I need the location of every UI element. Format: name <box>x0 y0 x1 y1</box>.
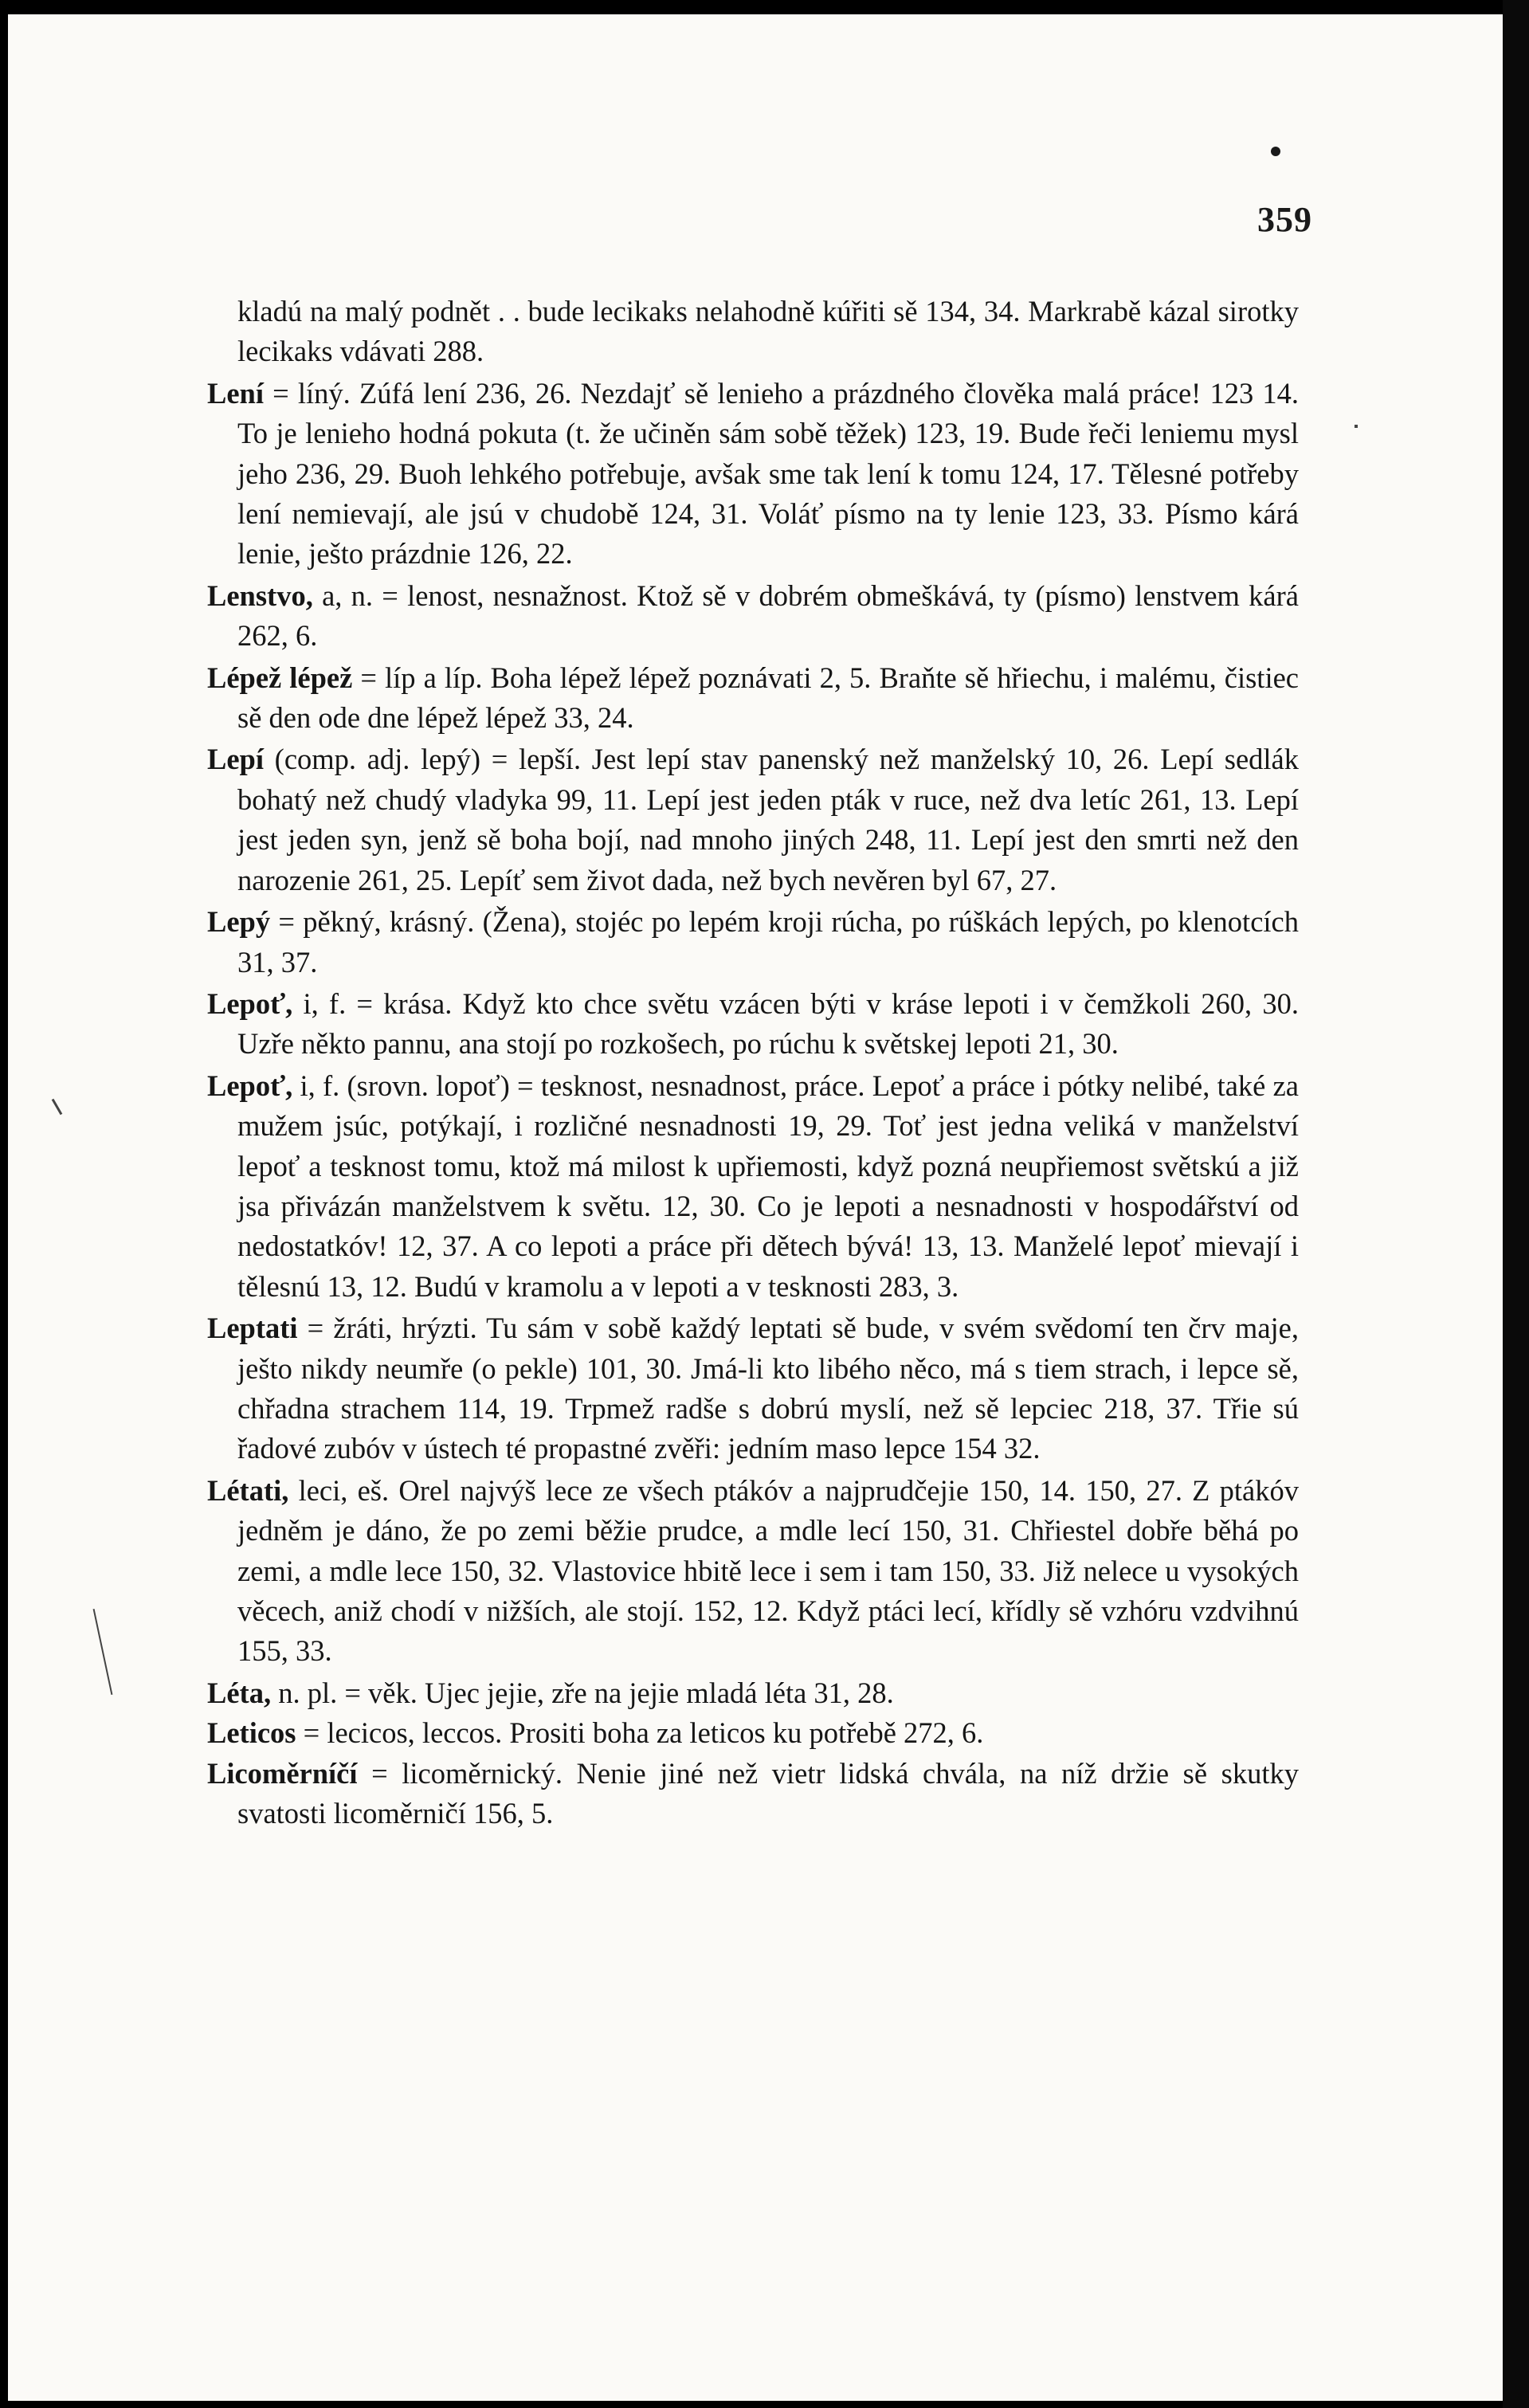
dictionary-entry <box>207 1066 1299 1307</box>
dictionary-entry <box>207 658 1299 739</box>
entry-text: = licoměrnický. Nenie jiné než vietr lidská chvála, na níž držie sě skutky svatosti licoměrničí 156, 5. <box>237 1756 1299 1830</box>
scan-mark <box>93 1609 113 1695</box>
scan-mark <box>52 1099 63 1116</box>
entry-headword: Lení <box>207 376 264 410</box>
dictionary-entry <box>207 1673 1299 1713</box>
entry-text: kladú na malý podnět . . bude lecikaks nelahodně kúřiti sě 134, 34. Markrabě kázal sirotky lecikaks vdávati 288. <box>237 295 1299 368</box>
dictionary-entry <box>207 984 1299 1065</box>
book-spine-shadow <box>1503 0 1529 2408</box>
entry-text: n. pl. = věk. Ujec jejie, zře na jejie mladá léta 31, 28. <box>271 1676 894 1709</box>
scan-mark <box>1355 425 1358 428</box>
entry-text: a, n. = lenost, nesnažnost. Ktož sě v dobrém obmeškává, ty (písmo) lenstvem kárá 262, 6. <box>237 578 1299 653</box>
entry-headword: Leticos <box>207 1716 296 1750</box>
entry-headword: Lepí <box>207 743 264 776</box>
dictionary-entry <box>207 576 1299 657</box>
entry-text: = pěkný, krásný. (Žena), stojéc po lepém kroji rúcha, po rúškách lepých, po klenotcích 31, 37. <box>237 905 1299 978</box>
dictionary-entry <box>207 1471 1299 1672</box>
ink-dot <box>1271 147 1280 156</box>
dictionary-entry <box>207 292 1299 372</box>
scanned-page <box>8 14 1503 2401</box>
entry-text: = líp a líp. Boha lépež lépež poznávati 2, 5. Braňte sě hřiechu, i malému, čistiec sě den ode dne lépež lépež 33, 24. <box>237 661 1299 735</box>
entry-text: i, f. (srovn. lopoť) = tesknost, nesnadnost, práce. Lepoť a práce i pótky nelibé, také za mužem jsúc, potýkají, i rozličné nesnadnosti 19, 29. Toť jest jedna veliká v manželství lepoť a tesknost tomu, ktož má milost k upřiemosti, když pozná neupřiemost světskú a již jsa přivázán manželstvem k světu. 12, 30. Co je lepoti a nesnadnosti v hospodářství od nedostatkóv! 12, 37. A co lepoti a práce při dětech bývá! 13, 13. Manželé lepoť mievají i tělesnú 13, 12. Budú v kramolu a v lepoti a v tesknosti 283, 3. <box>237 1069 1299 1303</box>
dictionary-entry <box>207 1713 1299 1753</box>
entry-text: = líný. Zúfá lení 236, 26. Nezdajť sě lenieho a prázdného člověka malá práce! 123 14. To je lenieho hodná pokuta (t. že učiněn sám sobě těžek) 123, 19. Bude řeči leniemu mysl jeho 236, 29. Buoh lehkého potřebuje, avšak sme tak lení k tomu 124, 17. Tělesné potřeby lení nemievají, ale jsú v chudobě 124, 31. Voláť písmo na ty lenie 123, 33. Písmo kárá lenie, ješto prázdnie 126, 22. <box>237 376 1299 571</box>
entry-headword: Lepoť, <box>207 986 293 1020</box>
entry-headword: Licoměrníčí <box>207 1756 358 1790</box>
entry-headword: Lenstvo, <box>207 578 313 612</box>
entry-headword: Leptati <box>207 1312 298 1345</box>
dictionary-entry <box>207 374 1299 575</box>
entry-headword: Létati, <box>207 1473 289 1507</box>
entry-text: = lecicos, leccos. Prositi boha za leticos ku potřebě 272, 6. <box>296 1716 984 1750</box>
entry-headword: Léta, <box>207 1676 272 1709</box>
entry-headword: Lepoť, <box>207 1069 293 1102</box>
dictionary-entry <box>207 902 1299 982</box>
dictionary-entry <box>207 739 1299 900</box>
entry-text: i, f. = krása. Když kto chce světu vzácen býti v kráse lepoti i v čemžkoli 260, 30. Uzře někto pannu, ana stojí po rozkošech, po rúchu k světskej lepoti 21, 30. <box>237 986 1299 1061</box>
dictionary-entry <box>207 1754 1299 1834</box>
entry-headword: Lépež lépež <box>207 661 353 694</box>
page-number: 359 <box>1257 200 1312 239</box>
dictionary-entry <box>207 1308 1299 1469</box>
entry-text: = žráti, hrýzti. Tu sám v sobě každý leptati sě bude, v svém svědomí ten črv maje, ješto nikdy neumře (o pekle) 101, 30. Jmá-li kto libého něco, má s tiem strach, i lepce sě, chřadna strachem 114, 19. Trpmež radše s dobrú myslí, než sě lepciec 218, 37. Třie sú řadové zubóv v ústech té propastné zvěři: jedním maso lepce 154 32. <box>237 1312 1299 1465</box>
entry-headword: Lepý <box>207 905 271 939</box>
dictionary-text <box>207 292 1299 1833</box>
entry-text: (comp. adj. lepý) = lepší. Jest lepí stav panenský než manželský 10, 26. Lepí sedlák bohatý než chudý vladyka 99, 11. Lepí jest jeden pták v ruce, než dva letíc 261, 13. Lepí jest jeden syn, jenž sě boha bojí, nad mnoho jiných 248, 11. Lepí jest den smrti než den narozenie 261, 25. Lepíť sem život dada, než bych nevěren byl 67, 27. <box>237 743 1299 896</box>
entry-text: leci, eš. Orel najvýš lece ze všech ptákóv a najprudčejie 150, 14. 150, 27. Z ptákóv jedněm je dáno, že po zemi běžie prudce, a mdle lecí 150, 31. Chřiestel dobře běhá po zemi, a mdle lece 150, 32. Vlastovice hbitě lece i sem i tam 150, 33. Již nelece u vysokých věcech, aniž chodí v nižších, ale stojí. 152, 12. Když ptáci lecí, křídly sě vzhóru vzdvihnú 155, 33. <box>237 1473 1299 1668</box>
